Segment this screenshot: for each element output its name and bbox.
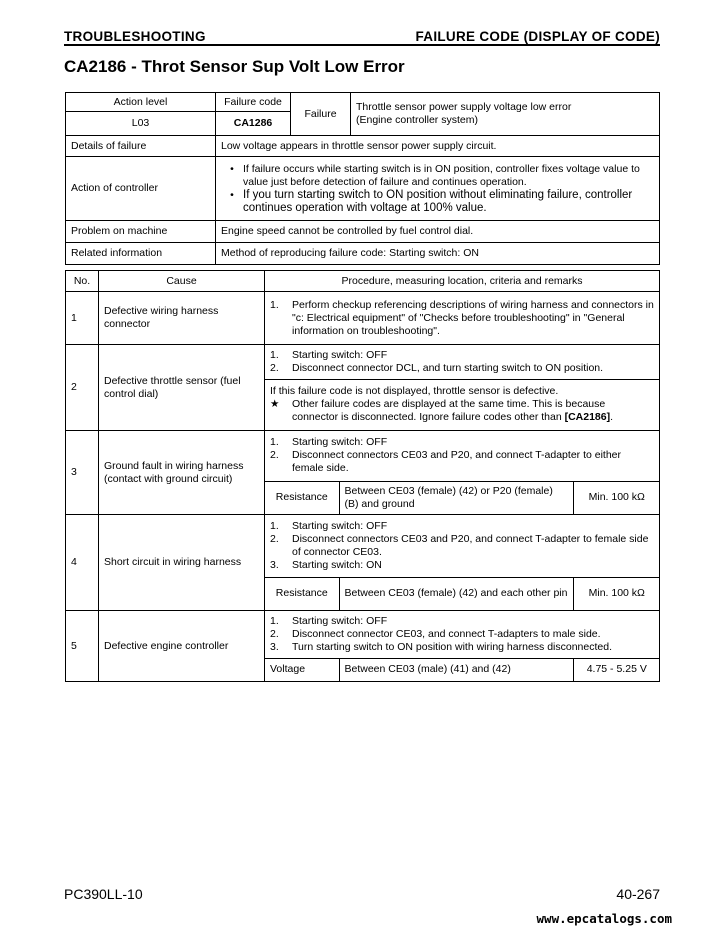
step-number: 1. bbox=[270, 436, 279, 449]
step-text: Disconnect connectors CE03 and P20, and connect T-adapter to either female side. bbox=[292, 449, 622, 475]
procedure-subtable bbox=[265, 345, 659, 430]
failure-description-line: Throttle sensor power supply voltage low error bbox=[356, 101, 572, 113]
step-text: Starting switch: OFF bbox=[292, 436, 388, 449]
section-header: TROUBLESHOOTING bbox=[64, 29, 206, 44]
list-item bbox=[221, 163, 654, 189]
measure-type: Resistance bbox=[265, 481, 339, 514]
measure-type: Voltage bbox=[265, 658, 339, 681]
failure-code-label: Failure code bbox=[216, 93, 291, 112]
procedure-cell bbox=[265, 292, 660, 345]
step-text: Starting switch: OFF bbox=[292, 348, 388, 361]
procedure-step bbox=[270, 299, 654, 338]
procedure-cell bbox=[265, 345, 660, 431]
row-number: 3 bbox=[66, 431, 99, 515]
table-row bbox=[66, 611, 660, 682]
procedure-step bbox=[270, 559, 655, 572]
page-number: 40-267 bbox=[616, 886, 660, 902]
header-cause: Cause bbox=[99, 271, 265, 292]
table-row bbox=[66, 431, 660, 515]
action-level-value: L03 bbox=[66, 112, 216, 136]
procedure-step bbox=[270, 349, 654, 362]
procedure-subtable bbox=[265, 611, 660, 681]
step-text: Disconnect connector CE03, and connect T-adapters to male side. bbox=[292, 627, 601, 640]
procedure-step bbox=[270, 436, 655, 449]
details-value: Low voltage appears in throttle sensor power supply circuit. bbox=[216, 136, 660, 157]
step-text: Disconnect connectors CE03 and P20, and connect T-adapter to female side of connector CE03. bbox=[292, 532, 649, 558]
cause-text: Short circuit in wiring harness bbox=[99, 515, 265, 611]
causes-table bbox=[65, 270, 660, 682]
step-number: 2. bbox=[270, 627, 279, 640]
cause-text: Defective wiring harness connector bbox=[99, 292, 265, 345]
header-no: No. bbox=[66, 271, 99, 292]
step-text: Disconnect connector DCL, and turn starting switch to ON position. bbox=[292, 361, 604, 374]
procedure-cell bbox=[265, 431, 660, 515]
failure-info-table bbox=[65, 92, 660, 265]
step-text: Turn starting switch to ON position with wiring harness disconnected. bbox=[292, 640, 613, 653]
star-note bbox=[270, 398, 654, 424]
row-number: 5 bbox=[66, 611, 99, 682]
step-number: 1. bbox=[270, 348, 279, 361]
star-note-text: Other failure codes are displayed at the same time. This is because connector is disconnected. Ignore failure codes other than [CA2186]. bbox=[292, 398, 614, 424]
step-number: 3. bbox=[270, 558, 279, 571]
procedure-step bbox=[270, 533, 655, 559]
cause-text: Ground fault in wiring harness (contact with ground circuit) bbox=[99, 431, 265, 515]
star-icon: ★ bbox=[270, 398, 280, 411]
procedure-step bbox=[270, 520, 655, 533]
section-subheader: FAILURE CODE (DISPLAY OF CODE) bbox=[415, 29, 660, 44]
model-number: PC390LL-10 bbox=[64, 886, 143, 902]
bullet-icon: • bbox=[230, 188, 234, 201]
step-text: Starting switch: OFF bbox=[292, 519, 388, 532]
table-row bbox=[66, 292, 660, 345]
action-of-controller-value bbox=[216, 157, 660, 221]
page-title: CA2186 - Throt Sensor Sup Volt Low Error bbox=[64, 57, 405, 76]
row-number: 2 bbox=[66, 345, 99, 431]
failure-code-value: CA1286 bbox=[216, 112, 291, 136]
procedure-step bbox=[270, 449, 655, 475]
problem-label: Problem on machine bbox=[66, 221, 216, 243]
list-item bbox=[221, 189, 654, 215]
measure-value: Min. 100 kΩ bbox=[573, 577, 660, 610]
procedure-cell bbox=[265, 611, 660, 682]
procedure-step bbox=[270, 641, 655, 654]
bullet-text: If you turn starting switch to ON position without eliminating failure, controller continues operation with voltage at 100% value. bbox=[243, 188, 633, 214]
step-text: Starting switch: OFF bbox=[292, 614, 388, 627]
measure-location: Between CE03 (male) (41) and (42) bbox=[339, 658, 573, 681]
procedure-subtable bbox=[265, 515, 660, 610]
table-row bbox=[66, 515, 660, 611]
procedure-subtable bbox=[265, 431, 660, 514]
bullet-icon: • bbox=[230, 162, 234, 175]
measure-type: Resistance bbox=[265, 577, 339, 610]
failure-code-ref: [CA2186] bbox=[564, 411, 611, 424]
failure-label: Failure bbox=[291, 93, 351, 136]
failure-description bbox=[351, 93, 660, 136]
measure-value: Min. 100 kΩ bbox=[573, 481, 660, 514]
cause-text: Defective throttle sensor (fuel control dial) bbox=[99, 345, 265, 431]
measure-location: Between CE03 (female) (42) or P20 (female) (B) and ground bbox=[339, 481, 573, 514]
procedure-step bbox=[270, 362, 654, 375]
procedure-step bbox=[270, 628, 655, 641]
related-info-value: Method of reproducing failure code: Starting switch: ON bbox=[216, 243, 660, 265]
step-number: 1. bbox=[270, 519, 279, 532]
step-number: 2. bbox=[270, 361, 279, 374]
note-line: If this failure code is not displayed, throttle sensor is defective. bbox=[270, 385, 559, 398]
measure-value: 4.75 - 5.25 V bbox=[573, 658, 660, 681]
step-text: Perform checkup referencing descriptions of wiring harness and connectors in "c: Electrical equipment" of "Checks before troubleshooting" in "General information on troubleshooting". bbox=[292, 298, 654, 337]
row-number: 4 bbox=[66, 515, 99, 611]
step-number: 1. bbox=[270, 298, 279, 311]
step-number: 2. bbox=[270, 449, 279, 462]
measure-location: Between CE03 (female) (42) and each other pin bbox=[339, 577, 573, 610]
website-watermark: www.epcatalogs.com bbox=[536, 911, 672, 926]
step-text: Starting switch: ON bbox=[292, 558, 382, 571]
header-rule bbox=[64, 44, 660, 46]
procedure-cell bbox=[265, 515, 660, 611]
action-of-controller-label: Action of controller bbox=[66, 157, 216, 221]
procedure-step bbox=[270, 615, 655, 628]
failure-description-line: (Engine controller system) bbox=[356, 114, 478, 126]
bullet-text: If failure occurs while starting switch is in ON position, controller fixes voltage value to value just before detection of failure and continues operation. bbox=[243, 162, 640, 188]
step-number: 2. bbox=[270, 532, 279, 545]
details-label: Details of failure bbox=[66, 136, 216, 157]
row-number: 1 bbox=[66, 292, 99, 345]
table-row bbox=[66, 345, 660, 431]
header-procedure: Procedure, measuring location, criteria and remarks bbox=[265, 271, 660, 292]
problem-value: Engine speed cannot be controlled by fuel control dial. bbox=[216, 221, 660, 243]
action-level-label: Action level bbox=[66, 93, 216, 112]
step-number: 1. bbox=[270, 614, 279, 627]
cause-text: Defective engine controller bbox=[99, 611, 265, 682]
step-number: 3. bbox=[270, 640, 279, 653]
related-info-label: Related information bbox=[66, 243, 216, 265]
